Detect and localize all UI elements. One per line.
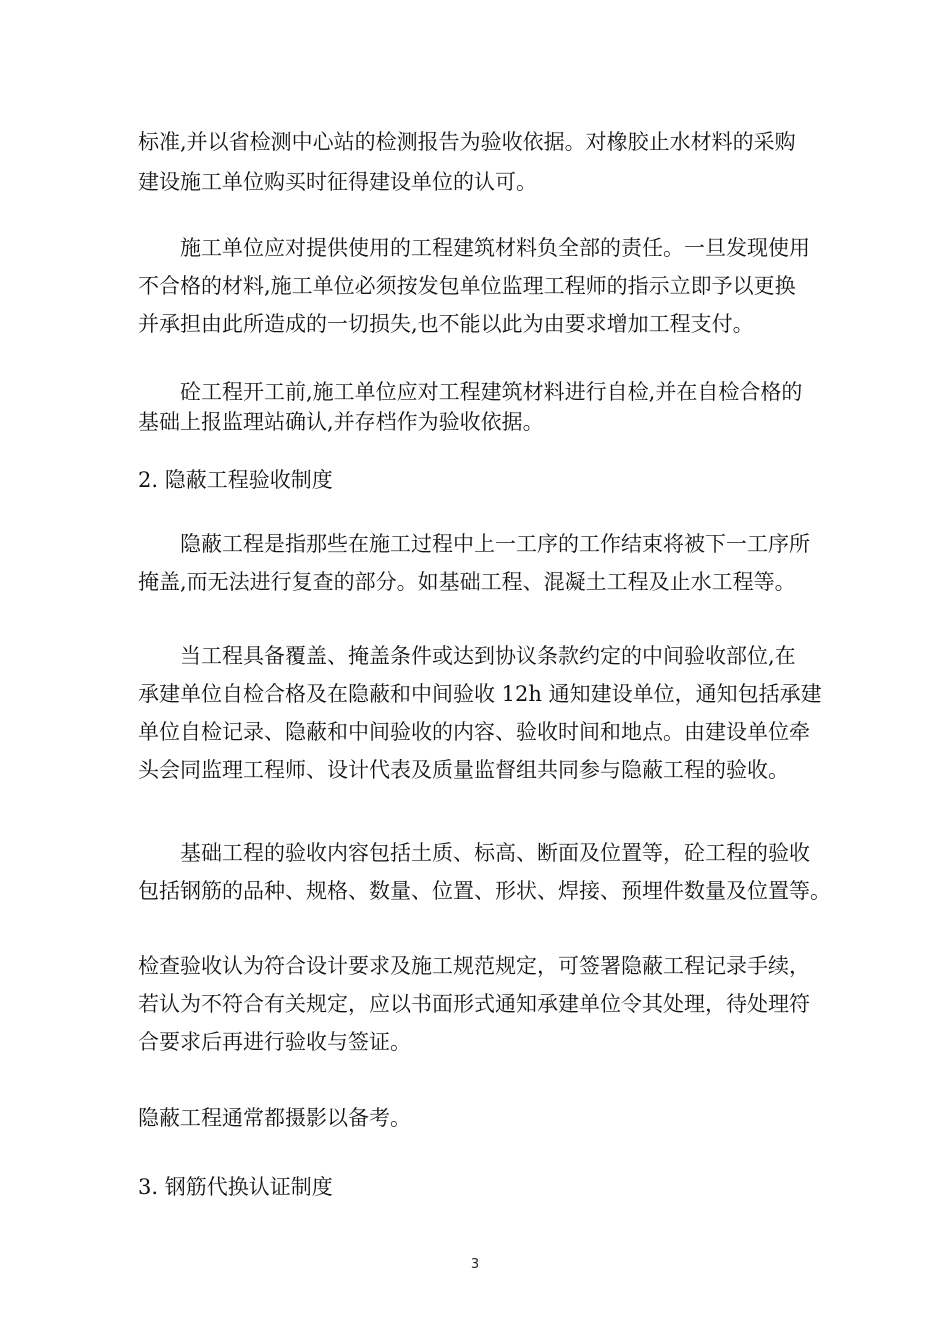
paragraph-material-responsibility: [138, 229, 873, 343]
heading-text: 3. 钢筋代换认证制度: [138, 1175, 333, 1199]
text-line: 头会同监理工程师、设计代表及质量监督组共同参与隐蔽工程的验收。: [138, 758, 789, 782]
paragraph-intermediate-acceptance: [138, 637, 873, 789]
paragraph-inspection-result: [138, 947, 873, 1061]
text-line: 并承担由此所造成的一切损失,也不能以此为由要求增加工程支付。: [138, 312, 754, 336]
paragraph-concrete-selfcheck: [138, 377, 873, 437]
text-line: 基础上报监理站确认,并存档作为验收依据。: [138, 410, 544, 434]
text-line: 隐蔽工程通常都摄影以备考。: [138, 1106, 411, 1130]
text-line: 标准,并以省检测中心站的检测报告为验收依据。对橡胶止水材料的采购: [138, 130, 796, 154]
text-line: 基础工程的验收内容包括土质、标高、断面及位置等，砼工程的验收: [138, 841, 810, 865]
text-line: 当工程具备覆盖、掩盖条件或达到协议条款约定的中间验收部位,在: [138, 644, 796, 668]
heading-text: 2. 隐蔽工程验收制度: [138, 468, 333, 492]
section-heading-rebar-substitution: [138, 1168, 873, 1206]
text-line: 承建单位自检合格及在隐蔽和中间验收 12h 通知建设单位，通知包括承建: [138, 682, 822, 706]
text-line: 隐蔽工程是指那些在施工过程中上一工序的工作结束将被下一工序所: [138, 532, 810, 556]
text-line: 建设施工单位购买时征得建设单位的认可。: [138, 170, 537, 194]
section-heading-hidden-works: [138, 461, 873, 499]
paragraph-hidden-works-definition: [138, 525, 873, 601]
text-line: 不合格的材料,施工单位必须按发包单位监理工程师的指示立即予以更换: [138, 274, 796, 298]
text-line: 砼工程开工前,施工单位应对工程建筑材料进行自检,并在自检合格的: [138, 380, 803, 404]
text-line: 若认为不符合有关规定，应以书面形式通知承建单位令其处理，待处理符: [138, 992, 810, 1016]
page-number: 3: [470, 1257, 480, 1272]
text-line: 检查验收认为符合设计要求及施工规范规定，可签署隐蔽工程记录手续，: [138, 954, 810, 978]
text-line: 施工单位应对提供使用的工程建筑材料负全部的责任。一旦发现使用: [138, 236, 810, 260]
text-line: 单位自检记录、隐蔽和中间验收的内容、验收时间和地点。由建设单位牵: [138, 720, 810, 744]
text-line: 包括钢筋的品种、规格、数量、位置、形状、焊接、预埋件数量及位置等。: [138, 879, 831, 903]
paragraph-photography: [138, 1099, 873, 1137]
paragraph-material-standard: [138, 122, 873, 202]
text-line: 掩盖,而无法进行复查的部分。如基础工程、混凝土工程及止水工程等。: [138, 570, 796, 594]
paragraph-acceptance-content: [138, 834, 873, 910]
text-line: 合要求后再进行验收与签证。: [138, 1030, 411, 1054]
